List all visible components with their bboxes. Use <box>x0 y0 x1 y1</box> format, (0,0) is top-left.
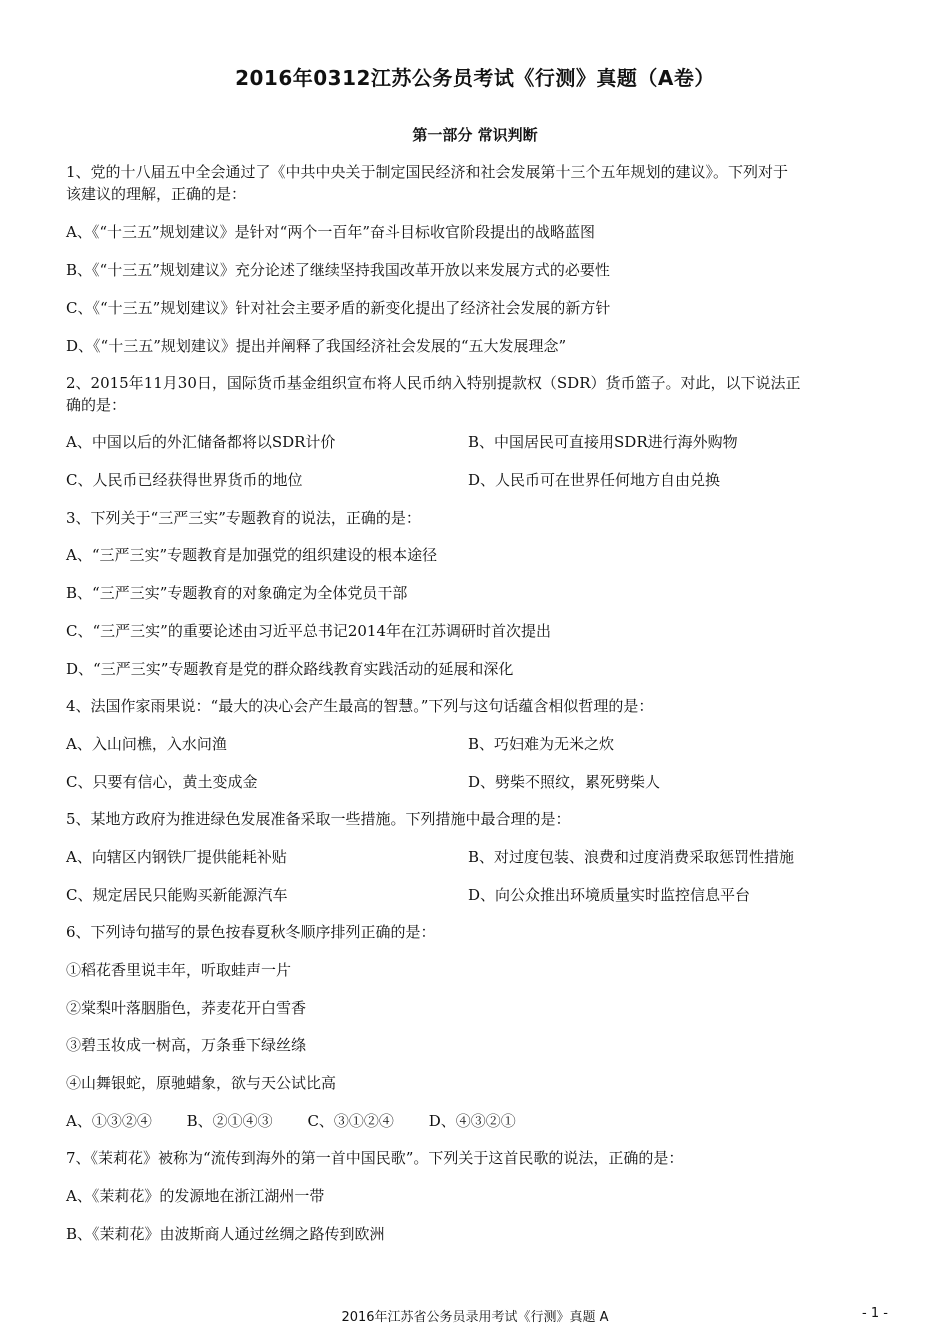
q3-option-c: C、“三严三实”的重要论述由习近平总书记2014年在江苏调研时首次提出 <box>66 622 551 640</box>
q5-option-a: A、向辖区内钢铁厂提供能耗补贴 <box>66 848 287 866</box>
q4-option-a: A、入山问樵，入水问渔 <box>66 735 227 753</box>
q6-option-c: C、③①②④ <box>307 1112 394 1130</box>
q6-poem-3: ③碧玉妆成一树高，万条垂下绿丝绦 <box>66 1036 307 1054</box>
q7-option-a: A、《茉莉花》的发源地在浙江湖州一带 <box>66 1187 325 1205</box>
q2-option-d: D、人民币可在世界任何地方自由兑换 <box>468 471 721 489</box>
q4-stem: 4、法国作家雨果说：“最大的决心会产生最高的智慧。”下列与这句话蕴含相似哲理的是： <box>66 697 654 715</box>
page-footer: 2016年江苏省公务员录用考试《行测》真题 A <box>341 1310 609 1325</box>
section-heading: 第一部分 常识判断 <box>412 126 538 144</box>
page-number: - 1 - <box>862 1306 888 1321</box>
q6-poem-2: ②棠梨叶落胭脂色，荞麦花开白雪香 <box>66 999 307 1017</box>
q6-stem: 6、下列诗句描写的景色按春夏秋冬顺序排列正确的是： <box>66 923 436 941</box>
q6-options <box>66 1111 546 1131</box>
q3-option-b: B、“三严三实”专题教育的对象确定为全体党员干部 <box>66 584 408 602</box>
q2-stem-line1: 2、2015年11月30日，国际货币基金组织宣布将人民币纳入特别提款权（SDR）货币篮子。对此，以下说法正 <box>66 374 801 392</box>
q1-option-c: C、《“十三五”规划建议》针对社会主要矛盾的新变化提出了经济社会发展的新方针 <box>66 299 611 317</box>
q6-poem-4: ④山舞银蛇，原驰蜡象，欲与天公试比高 <box>66 1074 337 1092</box>
q2-option-c: C、人民币已经获得世界货币的地位 <box>66 471 303 489</box>
q5-stem: 5、某地方政府为推进绿色发展准备采取一些措施。下列措施中最合理的是： <box>66 810 571 828</box>
q6-option-d: D、④③②① <box>428 1112 516 1130</box>
q6-option-b: B、②①④③ <box>186 1112 273 1130</box>
q3-option-d: D、“三严三实”专题教育是党的群众路线教育实践活动的延展和深化 <box>66 660 514 678</box>
q1-option-a: A、《“十三五”规划建议》是针对“两个一百年”奋斗目标收官阶段提出的战略蓝图 <box>66 223 596 241</box>
q5-option-d: D、向公众推出环境质量实时监控信息平台 <box>468 886 751 904</box>
q2-option-a: A、中国以后的外汇储备都将以SDR计价 <box>66 433 336 451</box>
q2-stem-line2: 确的是： <box>66 396 127 414</box>
q4-option-c: C、只要有信心，黄土变成金 <box>66 773 258 791</box>
q4-option-b: B、巧妇难为无米之炊 <box>468 735 615 753</box>
q3-stem: 3、下列关于“三严三实”专题教育的说法，正确的是： <box>66 509 421 527</box>
q4-option-d: D、劈柴不照纹，累死劈柴人 <box>468 773 661 791</box>
q5-option-b: B、对过度包装、浪费和过度消费采取惩罚性措施 <box>468 848 795 866</box>
q3-option-a: A、“三严三实”专题教育是加强党的组织建设的根本途径 <box>66 546 438 564</box>
q7-option-b: B、《茉莉花》由波斯商人通过丝绸之路传到欧洲 <box>66 1225 385 1243</box>
q1-stem-line1: 1、党的十八届五中全会通过了《中共中央关于制定国民经济和社会发展第十三个五年规划的建议》。下列对于 <box>66 163 789 181</box>
q1-option-b: B、《“十三五”规划建议》充分论述了继续坚持我国改革开放以来发展方式的必要性 <box>66 261 610 279</box>
page-title: 2016年0312江苏公务员考试《行测》真题（A卷） <box>235 66 715 90</box>
q6-poem-1: ①稻花香里说丰年，听取蛙声一片 <box>66 961 292 979</box>
q1-option-d: D、《“十三五”规划建议》提出并阐释了我国经济社会发展的“五大发展理念” <box>66 337 567 355</box>
q1-stem-line2: 该建议的理解，正确的是： <box>66 185 247 203</box>
q5-option-c: C、规定居民只能购买新能源汽车 <box>66 886 288 904</box>
q6-option-a: A、①③②④ <box>66 1112 152 1130</box>
q7-stem: 7、《茉莉花》被称为“流传到海外的第一首中国民歌”。下列关于这首民歌的说法，正确的是： <box>66 1149 684 1167</box>
q2-option-b: B、中国居民可直接用SDR进行海外购物 <box>468 433 738 451</box>
